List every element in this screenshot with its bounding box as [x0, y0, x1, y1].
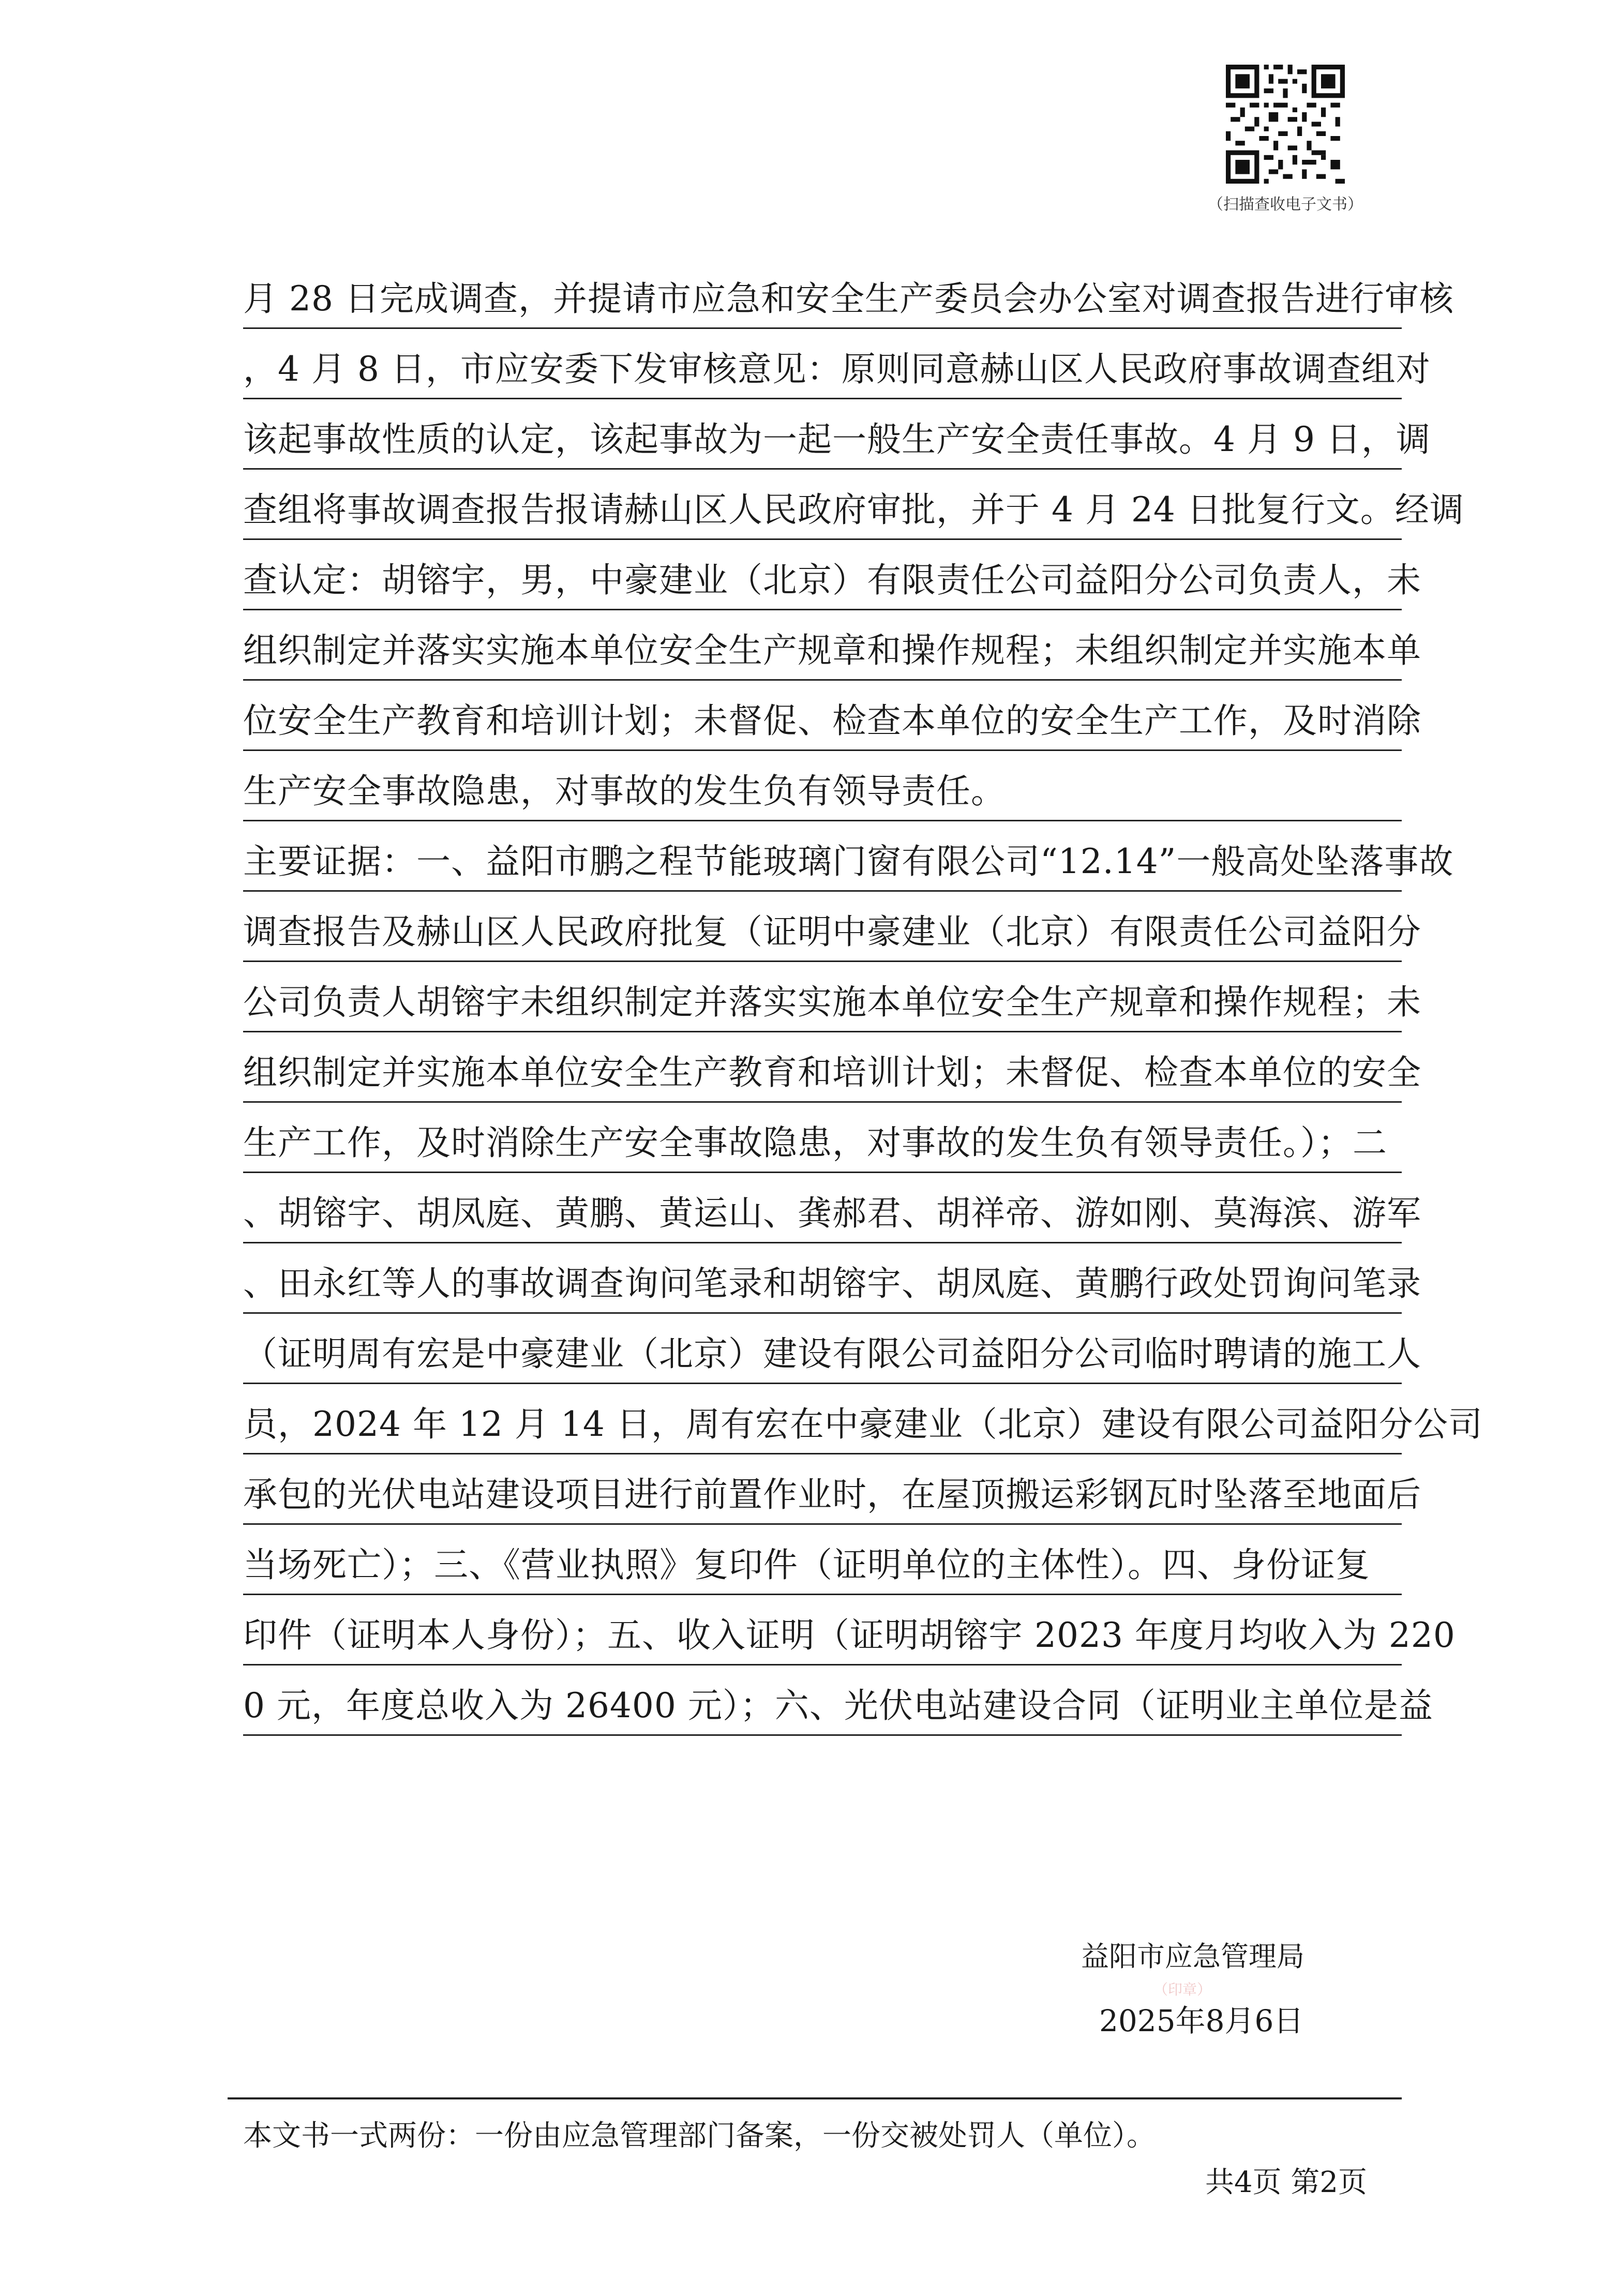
body-line-text: 、胡镕宇、胡凤庭、黄鹏、黄运山、龚郝君、胡祥帝、游如刚、莫海滨、游军 [243, 1196, 1402, 1243]
body-line-text: 该起事故性质的认定，该起事故为一起一般生产安全责任事故。4 月 9 日，调 [243, 423, 1402, 470]
body-line [243, 821, 1454, 892]
body-line-text: 、田永红等人的事故调查询问笔录和胡镕宇、胡凤庭、黄鹏行政处罚询问笔录 [243, 1267, 1402, 1314]
body-line [243, 610, 1421, 681]
qr-caption: （扫描查收电子文书） [1208, 196, 1363, 214]
body-line-text: 主要证据：一、益阳市鹏之程节能玻璃门窗有限公司“12.14”一般高处坠落事故 [243, 845, 1402, 892]
body-line-text: 印件（证明本人身份）；五、收入证明（证明胡镕宇 2023 年度月均收入为 220 [243, 1618, 1402, 1665]
body-line [243, 751, 1402, 821]
body-line-text: 位安全生产教育和培训计划；未督促、检查本单位的安全生产工作，及时消除 [243, 704, 1402, 751]
body-line-text: 生产安全事故隐患，对事故的发生负有领导责任。 [243, 774, 1402, 821]
seal-placeholder: （印章） [1153, 1981, 1212, 1998]
issue-date: 2025年8月6日 [1099, 2003, 1304, 2038]
body-line-text: 员，2024 年 12 月 14 日，周有宏在中豪建业（北京）建设有限公司益阳分公司 [243, 1407, 1402, 1454]
body-line-text: 承包的光伏电站建设项目进行前置作业时，在屋顶搬运彩钢瓦时坠落至地面后 [243, 1478, 1402, 1525]
body-line [243, 962, 1421, 1032]
body-line-text: （证明周有宏是中豪建业（北京）建设有限公司益阳分公司临时聘请的施工人 [243, 1337, 1402, 1384]
issuing-authority: 益阳市应急管理局 [1081, 1940, 1304, 1973]
qr-code[interactable] [1226, 65, 1345, 184]
body-line [243, 1173, 1421, 1243]
body-line [243, 1243, 1421, 1314]
page-number: 共4页 第2页 [1205, 2166, 1368, 2199]
body-line-text: 组织制定并落实实施本单位安全生产规章和操作规程；未组织制定并实施本单 [243, 634, 1402, 681]
qr-code-graphic [1226, 65, 1345, 184]
body-line-text: 0 元，年度总收入为 26400 元）；六、光伏电站建设合同（证明业主单位是益 [243, 1689, 1402, 1736]
body-line [243, 1665, 1433, 1736]
body-line [243, 470, 1464, 540]
body-line [243, 399, 1431, 470]
body-line-text: ，4 月 8 日，市应安委下发审核意见：原则同意赫山区人民政府事故调查组对 [243, 352, 1402, 399]
body-line [243, 329, 1431, 399]
body-line [243, 1103, 1402, 1173]
body-line [243, 1454, 1421, 1525]
body-line-text: 公司负责人胡镕宇未组织制定并落实实施本单位安全生产规章和操作规程；未 [243, 985, 1402, 1032]
body-line [243, 1595, 1456, 1665]
body-line-text: 当场死亡）；三、《营业执照》复印件（证明单位的主体性）。四、身份证复 [243, 1548, 1402, 1595]
body-line [243, 259, 1454, 329]
document-body [243, 259, 1483, 1736]
footer-divider [228, 2097, 1402, 2099]
body-line [243, 892, 1421, 962]
body-line [243, 1032, 1421, 1103]
body-line [243, 1384, 1483, 1454]
body-line-text: 生产工作，及时消除生产安全事故隐患，对事故的发生负有领导责任。）；二 [243, 1126, 1402, 1173]
body-line [243, 1314, 1421, 1384]
body-line-text: 查组将事故调查报告报请赫山区人民政府审批，并于 4 月 24 日批复行文。经调 [243, 493, 1402, 540]
body-line-text: 调查报告及赫山区人民政府批复（证明中豪建业（北京）有限责任公司益阳分 [243, 915, 1402, 962]
footer-note: 本文书一式两份：一份由应急管理部门备案，一份交被处罚人（单位）。 [243, 2119, 1156, 2153]
body-line-text: 组织制定并实施本单位安全生产教育和培训计划；未督促、检查本单位的安全 [243, 1056, 1402, 1103]
body-line-text: 查认定：胡镕宇，男，中豪建业（北京）有限责任公司益阳分公司负责人，未 [243, 563, 1402, 610]
body-line [243, 540, 1421, 610]
body-line [243, 681, 1421, 751]
body-line [243, 1525, 1402, 1595]
body-line-text: 月 28 日完成调查，并提请市应急和安全生产委员会办公室对调查报告进行审核 [243, 282, 1402, 329]
